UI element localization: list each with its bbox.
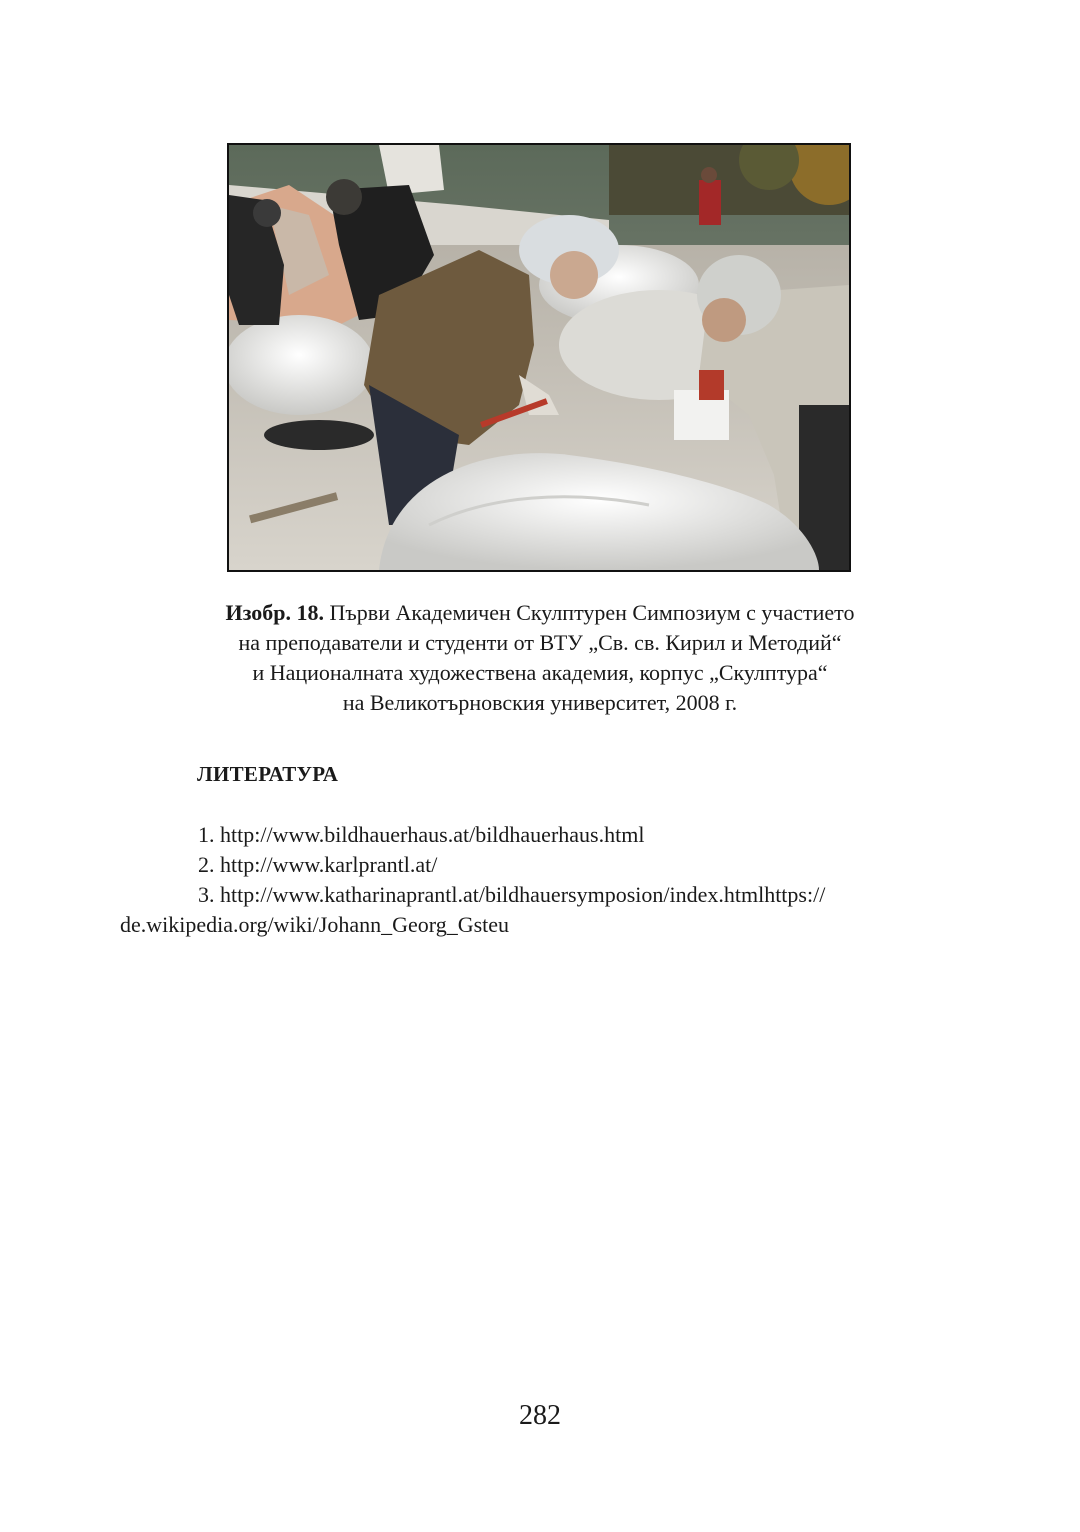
reference-item: 2. http://www.karlprantl.at/ [198, 852, 438, 877]
figure-photo [227, 143, 851, 572]
photo-illustration [229, 145, 849, 570]
caption-label: Изобр. 18. [225, 600, 325, 625]
caption-line-1 [120, 598, 960, 628]
caption-text-1: Първи Академичен Скулптурен Симпозиум с участието [324, 600, 855, 625]
caption-line-2: на преподаватели и студенти от ВТУ „Св. св. Кирил и Методий“ [238, 630, 842, 655]
caption-line-4: на Великотърновския университет, 2008 г. [342, 690, 738, 715]
literature-heading: ЛИТЕРАТУРА [197, 762, 339, 786]
reference-item: 1. http://www.bildhauerhaus.at/bildhauerhaus.html [198, 822, 645, 847]
figure-caption [120, 598, 960, 718]
caption-line-3: и Националната художествена академия, корпус „Скулптура“ [252, 660, 828, 685]
reference-list [120, 820, 950, 940]
reference-item: 3. http://www.katharinaprantl.at/bildhauersymposion/index.htmlhttps:// [198, 882, 826, 907]
page-number: 282 [519, 1400, 561, 1431]
reference-item-continuation: de.wikipedia.org/wiki/Johann_Georg_Gsteu [120, 912, 510, 937]
